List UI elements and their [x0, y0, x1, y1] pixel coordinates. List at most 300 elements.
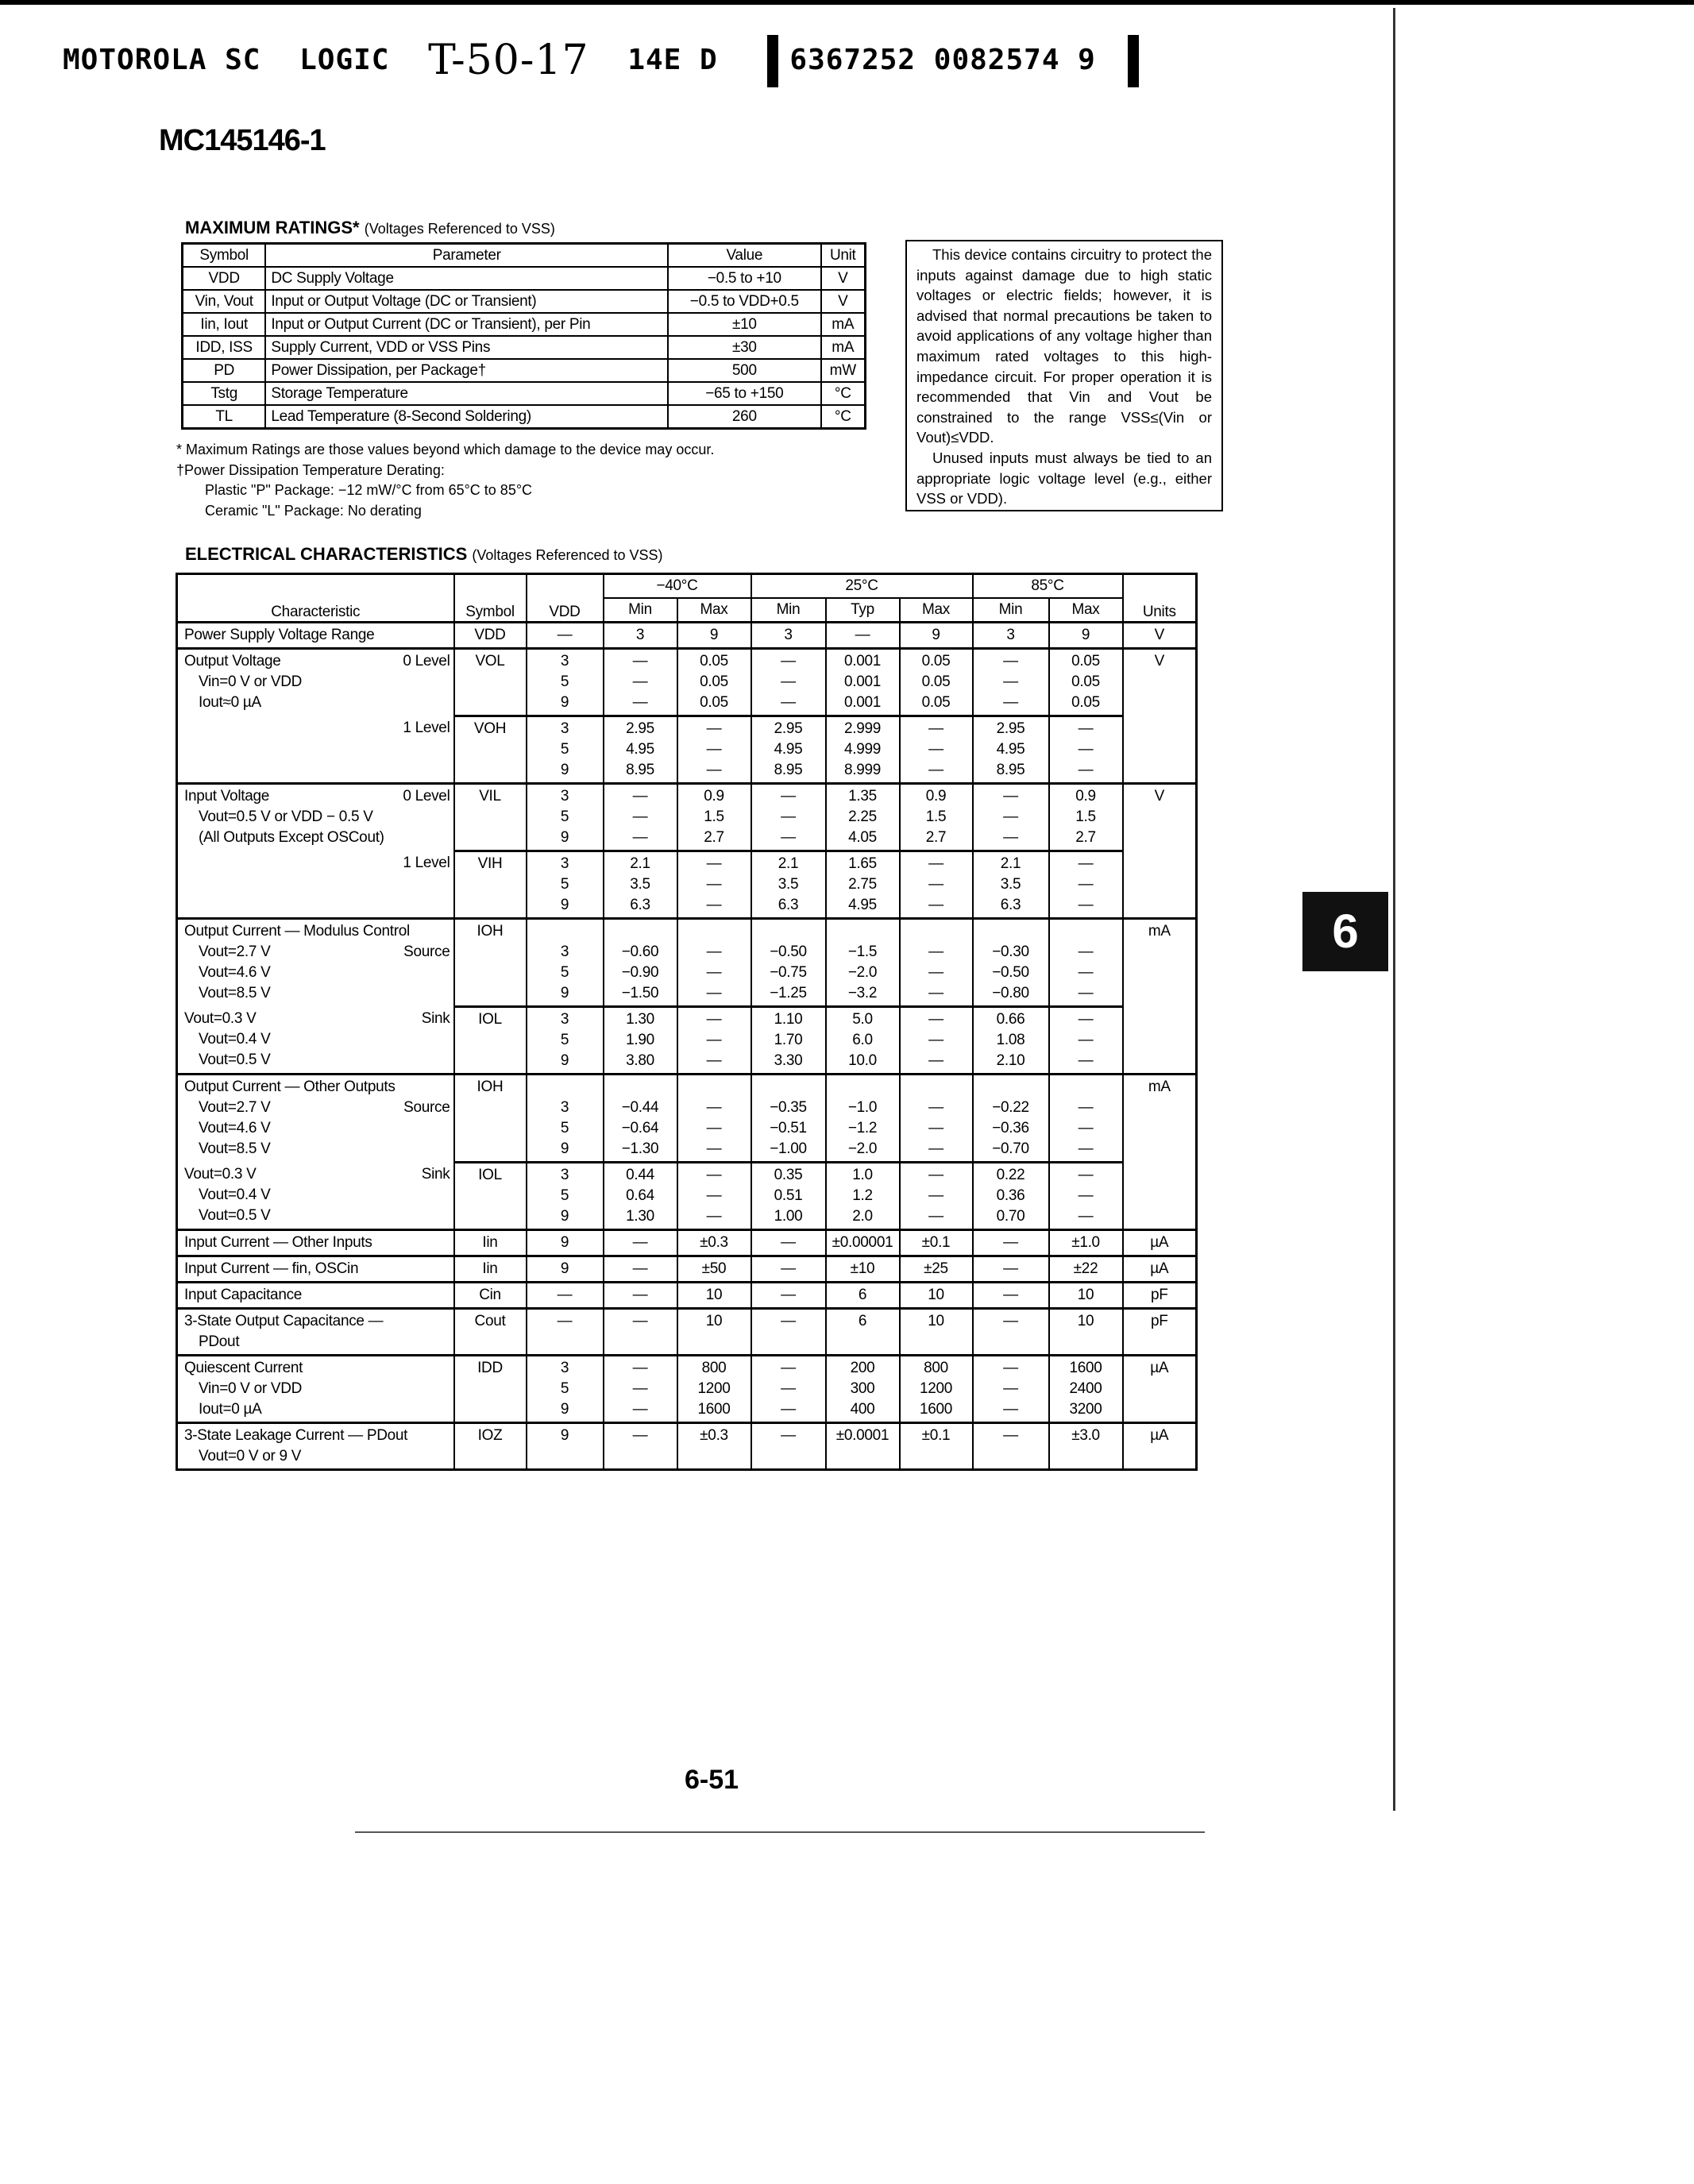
characteristic-text: Vout=0.3 V: [184, 1009, 257, 1027]
value-line: —: [781, 1287, 796, 1303]
barcode-bar-right: [1128, 35, 1139, 87]
units-cell: V: [1123, 649, 1197, 716]
characteristic-line: [184, 1399, 450, 1420]
value-line: —: [706, 876, 722, 893]
table-row: [177, 1230, 1197, 1256]
characteristic-text: Output Current — Other Outputs: [184, 1078, 396, 1095]
value-line: −0.44: [621, 1099, 659, 1116]
section-tab: 6: [1302, 892, 1388, 971]
max-ratings-table: [181, 242, 866, 430]
max-minus40-cell: [677, 1309, 751, 1356]
value-line: —: [928, 1032, 943, 1048]
header-symbol: Symbol: [454, 574, 527, 623]
characteristic-line: [184, 693, 450, 713]
value-line: −1.50: [621, 985, 659, 1001]
value-line: —: [928, 897, 943, 913]
characteristic-line: [184, 853, 450, 874]
characteristic-text: (All Outputs Except OSCout): [199, 829, 384, 846]
table-row: [177, 1163, 1197, 1230]
value-line: 1.30: [626, 1011, 654, 1028]
value-line: —: [632, 1401, 648, 1418]
min-85-cell: [973, 919, 1049, 1007]
max-minus40-cell: [677, 716, 751, 784]
value-line: 4.95: [626, 741, 654, 758]
value-line: 9: [560, 897, 569, 913]
max-25-cell: [900, 1423, 973, 1470]
characteristic-text: Vin=0 V or VDD: [199, 1380, 303, 1397]
unit-cell: mA: [821, 313, 866, 336]
parameter-cell: Input or Output Current (DC or Transient), per Pin: [265, 313, 668, 336]
value-line: 10: [928, 1287, 944, 1303]
max-minus40-cell: [677, 623, 751, 649]
units-cell: V: [1123, 623, 1197, 649]
min-minus40-cell: [604, 1356, 677, 1423]
value-line: 0.001: [843, 694, 882, 711]
table-row: [183, 382, 866, 405]
value-line: 9: [709, 627, 719, 643]
characteristic-text: Vout=2.7 V: [199, 1099, 271, 1116]
value-line: 2400: [1069, 1380, 1102, 1397]
characteristic-text: Input Capacitance: [184, 1287, 303, 1303]
value-line: 0.001: [843, 673, 882, 690]
typ-25-cell: [826, 1230, 900, 1256]
value-line: 1600: [697, 1401, 731, 1418]
value-line: —: [928, 1187, 943, 1204]
min-85-cell: [973, 1256, 1049, 1283]
value-line: ±0.00001: [832, 1234, 893, 1251]
characteristic-line: [184, 651, 450, 672]
characteristic-line: [184, 1285, 450, 1306]
typ-25-cell: [826, 716, 900, 784]
table-row: [177, 1309, 1197, 1356]
value-line: ±22: [1073, 1260, 1098, 1277]
symbol-cell: VDD: [454, 623, 527, 649]
value-line: —: [781, 1260, 796, 1277]
characteristic-line: [184, 1077, 450, 1098]
unit-cell: mW: [821, 359, 866, 382]
units-cell: mA: [1123, 919, 1197, 1007]
characteristic-line: [184, 1098, 450, 1118]
value-line: —: [1003, 1360, 1018, 1376]
value-line: 1.08: [996, 1032, 1025, 1048]
value-line: —: [1078, 985, 1094, 1001]
min-85-cell: [973, 1283, 1049, 1309]
value-line: 1.65: [848, 855, 877, 872]
value-line: 10: [928, 1313, 944, 1329]
value-line: —: [632, 1234, 648, 1251]
value-line: 0.05: [921, 694, 951, 711]
value-line: 6: [858, 1313, 867, 1329]
min-minus40-cell: [604, 1075, 677, 1163]
value-line: 5: [560, 876, 569, 893]
value-line: 9: [932, 627, 940, 643]
value-line: 9: [560, 1260, 569, 1277]
characteristic-cell: [177, 716, 454, 784]
value-line: 5: [560, 1120, 569, 1136]
min-85-cell: [973, 716, 1049, 784]
min-85-cell: [973, 1075, 1049, 1163]
value-line: 1.0: [852, 1167, 873, 1183]
max-25-cell: [900, 1356, 973, 1423]
characteristic-text: Iout≈0 µA: [199, 694, 261, 711]
value-line: —: [781, 1401, 796, 1418]
symbol-cell: IOH: [454, 919, 527, 1007]
value-line: [974, 921, 1048, 942]
value-line: —: [1003, 1234, 1018, 1251]
value-line: 800: [701, 1360, 727, 1376]
typ-25-cell: [826, 1075, 900, 1163]
characteristic-line: [184, 807, 450, 828]
characteristic-cell: [177, 1256, 454, 1283]
max-ratings-header: Unit: [821, 244, 866, 268]
condition-label: Sink: [421, 1009, 450, 1027]
value-line: —: [706, 1052, 722, 1069]
units-cell: [1123, 716, 1197, 784]
value-line: −1.00: [770, 1140, 807, 1157]
characteristic-line: [184, 1164, 450, 1185]
value-line: 9: [560, 762, 569, 778]
value-line: 2.95: [996, 720, 1025, 737]
value-line: —: [706, 1140, 722, 1157]
value-line: 400: [850, 1401, 875, 1418]
value-line: 1600: [1069, 1360, 1102, 1376]
vdd-cell: [527, 1283, 604, 1309]
value-line: —: [928, 1140, 943, 1157]
value-line: 0.05: [700, 673, 728, 690]
characteristic-line: [184, 1118, 450, 1139]
max-ratings-header: Parameter: [265, 244, 668, 268]
value-cell: 260: [668, 405, 820, 429]
value-line: —: [706, 762, 722, 778]
min-minus40-cell: [604, 1423, 677, 1470]
characteristic-text: Vout=0 V or 9 V: [199, 1448, 302, 1464]
value-line: 0.9: [925, 788, 947, 805]
max-ratings-title: [185, 218, 555, 238]
max-25-cell: [900, 919, 973, 1007]
value-line: —: [928, 985, 943, 1001]
page-bottom-rule: [355, 1831, 1205, 1833]
value-line: 9: [560, 829, 569, 846]
min-85-cell: [973, 623, 1049, 649]
value-line: 0.70: [996, 1208, 1025, 1225]
value-line: —: [781, 829, 796, 846]
value-line: 0.35: [774, 1167, 803, 1183]
characteristic-cell: [177, 1230, 454, 1256]
max-minus40-cell: [677, 1163, 751, 1230]
value-line: 2.0: [852, 1208, 873, 1225]
min-85-cell: [973, 1007, 1049, 1075]
value-line: —: [706, 1099, 722, 1116]
min-85-cell: [973, 1423, 1049, 1470]
value-line: —: [781, 694, 796, 711]
esd-note-box: [905, 240, 1223, 511]
value-line: 2.1: [778, 855, 799, 872]
min-85-cell: [973, 784, 1049, 851]
value-line: —: [1078, 855, 1094, 872]
electrical-title-text: ELECTRICAL CHARACTERISTICS: [185, 544, 468, 564]
symbol-cell: IOZ: [454, 1423, 527, 1470]
units-cell: µA: [1123, 1356, 1197, 1423]
value-cell: −0.5 to VDD+0.5: [668, 290, 820, 313]
value-line: 5: [560, 673, 569, 690]
min-minus40-cell: [604, 1283, 677, 1309]
min-25-cell: [751, 1230, 826, 1256]
value-line: 0.05: [700, 694, 728, 711]
value-line: ±10: [850, 1260, 875, 1277]
condition-label: Source: [403, 943, 450, 960]
min-25-cell: [751, 851, 826, 919]
max-ratings-title-text: MAXIMUM RATINGS*: [185, 218, 360, 237]
condition-label: 1 Level: [403, 719, 450, 736]
value-line: 5: [560, 964, 569, 981]
value-line: ±1.0: [1071, 1234, 1100, 1251]
value-line: 3: [560, 1099, 569, 1116]
min-minus40-cell: [604, 1007, 677, 1075]
min-85-cell: [973, 649, 1049, 716]
barcode-number: 6367252 0082574 9: [789, 44, 1096, 76]
value-line: 4.999: [843, 741, 882, 758]
value-line: [527, 921, 603, 942]
characteristic-text: Vout=2.7 V: [199, 943, 271, 960]
value-line: —: [632, 1313, 648, 1329]
max-25-cell: [900, 1230, 973, 1256]
symbol-cell: IDD, ISS: [183, 336, 266, 359]
value-line: −0.60: [621, 943, 659, 960]
value-line: 10: [705, 1313, 723, 1329]
value-line: —: [1003, 829, 1018, 846]
parameter-cell: Lead Temperature (8-Second Soldering): [265, 405, 668, 429]
value-line: 0.05: [921, 673, 951, 690]
value-line: 3: [560, 1360, 569, 1376]
value-line: —: [928, 1052, 943, 1069]
symbol-cell: IDD: [454, 1356, 527, 1423]
value-line: ±0.3: [700, 1234, 728, 1251]
vdd-cell: [527, 1309, 604, 1356]
characteristic-text: Vout=4.6 V: [199, 964, 271, 981]
characteristic-line: [184, 921, 450, 942]
symbol-cell: Vin, Vout: [183, 290, 266, 313]
max-25-cell: [900, 1075, 973, 1163]
min-25-cell: [751, 1007, 826, 1075]
max-85-cell: [1049, 1256, 1123, 1283]
symbol-cell: IOL: [454, 1007, 527, 1075]
characteristic-text: Vout=8.5 V: [199, 1140, 271, 1157]
value-line: —: [557, 627, 573, 643]
max-minus40-cell: [677, 1356, 751, 1423]
max-25-cell: [900, 1283, 973, 1309]
max-85-cell: [1049, 1075, 1123, 1163]
characteristic-text: Vout=0.5 V: [199, 1051, 271, 1068]
units-cell: pF: [1123, 1283, 1197, 1309]
vdd-cell: [527, 919, 604, 1007]
table-row: [177, 1007, 1197, 1075]
value-line: 1.90: [626, 1032, 654, 1048]
characteristic-text: Power Supply Voltage Range: [184, 627, 375, 643]
typ-25-cell: [826, 784, 900, 851]
division-name: LOGIC: [299, 44, 390, 76]
symbol-cell: VOL: [454, 649, 527, 716]
min-25-cell: [751, 716, 826, 784]
value-line: 200: [850, 1360, 875, 1376]
typ-25-cell: [826, 1256, 900, 1283]
max-minus40-cell: [677, 919, 751, 1007]
value-line: 9: [560, 1427, 569, 1444]
max-25-cell: [900, 1309, 973, 1356]
value-line: —: [706, 720, 722, 737]
header-temp-85: 85°C: [973, 574, 1123, 599]
value-line: 3: [560, 1167, 569, 1183]
value-line: 0.05: [1071, 673, 1100, 690]
value-line: 1.35: [848, 788, 877, 805]
value-line: 2.95: [774, 720, 803, 737]
value-line: —: [1078, 876, 1094, 893]
value-line: 3: [560, 788, 569, 805]
value-line: 300: [850, 1380, 875, 1397]
units-cell: [1123, 851, 1197, 919]
parameter-cell: Input or Output Voltage (DC or Transient): [265, 290, 668, 313]
value-line: −1.2: [847, 1120, 878, 1136]
characteristic-line: [184, 963, 450, 983]
table-row: [177, 784, 1197, 851]
characteristic-text: Input Current — fin, OSCin: [184, 1260, 359, 1277]
table-row: [177, 1256, 1197, 1283]
max-85-cell: [1049, 649, 1123, 716]
value-line: —: [1078, 943, 1094, 960]
value-line: —: [855, 627, 870, 643]
symbol-cell: Iin, Iout: [183, 313, 266, 336]
characteristic-line: [184, 1259, 450, 1279]
max-minus40-cell: [677, 1075, 751, 1163]
characteristic-cell: [177, 1283, 454, 1309]
unit-cell: V: [821, 267, 866, 290]
min-25-cell: [751, 1423, 826, 1470]
value-line: −1.5: [847, 943, 878, 960]
characteristic-text: Vout=0.4 V: [199, 1030, 271, 1048]
value-line: 8.95: [996, 762, 1025, 778]
value-line: 3.5: [1000, 876, 1021, 893]
value-line: 2.7: [1075, 829, 1096, 846]
electrical-subtitle: (Voltages Referenced to VSS): [472, 547, 663, 563]
characteristic-text: Vout=0.4 V: [199, 1186, 271, 1203]
header-max: Max: [900, 598, 973, 623]
max-85-cell: [1049, 1283, 1123, 1309]
max-25-cell: [900, 784, 973, 851]
units-cell: [1123, 1007, 1197, 1075]
value-line: [827, 1077, 899, 1098]
barcode-bar-left: [767, 35, 778, 87]
value-line: —: [928, 741, 943, 758]
value-line: [527, 1077, 603, 1098]
value-line: 1.2: [852, 1187, 873, 1204]
max-minus40-cell: [677, 784, 751, 851]
value-line: —: [781, 788, 796, 805]
value-line: 8.999: [843, 762, 882, 778]
value-line: —: [781, 1313, 796, 1329]
max-85-cell: [1049, 623, 1123, 649]
characteristic-line: [184, 1332, 450, 1352]
value-line: −0.50: [770, 943, 807, 960]
value-line: 2.25: [848, 808, 877, 825]
value-line: 3.5: [778, 876, 799, 893]
min-25-cell: [751, 784, 826, 851]
value-line: −0.22: [992, 1099, 1029, 1116]
characteristic-text: Vout=4.6 V: [199, 1120, 271, 1136]
characteristic-line: [184, 1446, 450, 1467]
value-line: 6.0: [852, 1032, 873, 1048]
value-line: 6.3: [1000, 897, 1021, 913]
header-min: Min: [751, 598, 826, 623]
value-line: 1.5: [925, 808, 947, 825]
value-line: 5: [560, 1032, 569, 1048]
value-line: −0.50: [992, 964, 1029, 981]
value-line: ±0.3: [700, 1427, 728, 1444]
value-line: —: [632, 1260, 648, 1277]
value-line: −0.80: [992, 985, 1029, 1001]
value-line: —: [706, 741, 722, 758]
vdd-cell: [527, 1230, 604, 1256]
symbol-cell: PD: [183, 359, 266, 382]
value-line: ±0.0001: [835, 1427, 889, 1444]
table-row: [177, 1356, 1197, 1423]
characteristic-line: [184, 1009, 450, 1029]
value-line: 9: [560, 694, 569, 711]
symbol-cell: VOH: [454, 716, 527, 784]
characteristic-cell: [177, 1163, 454, 1230]
characteristic-cell: [177, 649, 454, 716]
value-line: —: [706, 1167, 722, 1183]
value-line: —: [1078, 1120, 1094, 1136]
typ-25-cell: [826, 1356, 900, 1423]
min-minus40-cell: [604, 1256, 677, 1283]
value-line: 4.05: [848, 829, 877, 846]
max-85-cell: [1049, 784, 1123, 851]
value-line: —: [928, 1120, 943, 1136]
value-line: 6.3: [630, 897, 650, 913]
vdd-cell: [527, 716, 604, 784]
electrical-title: [185, 544, 663, 565]
value-line: —: [781, 673, 796, 690]
value-line: 4.95: [848, 897, 877, 913]
value-line: —: [1078, 1052, 1094, 1069]
max-25-cell: [900, 649, 973, 716]
value-line: —: [632, 788, 648, 805]
symbol-cell: Iin: [454, 1230, 527, 1256]
value-line: —: [1078, 1167, 1094, 1183]
condition-label: 1 Level: [403, 854, 450, 871]
value-line: —: [781, 1427, 796, 1444]
characteristic-cell: [177, 851, 454, 919]
value-line: —: [632, 1287, 648, 1303]
scan-edge-line: [0, 0, 1694, 5]
value-line: —: [1003, 653, 1018, 669]
table-row: [177, 716, 1197, 784]
value-line: 5: [560, 741, 569, 758]
part-number: MC145146-1: [159, 124, 326, 157]
value-line: −2.0: [847, 1140, 878, 1157]
value-line: —: [1003, 1260, 1018, 1277]
characteristic-text: Input Voltage: [184, 788, 270, 805]
value-line: 5: [560, 808, 569, 825]
value-line: 1.5: [1075, 808, 1096, 825]
value-line: 3.5: [630, 876, 650, 893]
value-line: —: [1003, 694, 1018, 711]
characteristic-line: [184, 942, 450, 963]
value-line: 10.0: [848, 1052, 877, 1069]
min-25-cell: [751, 919, 826, 1007]
value-line: —: [928, 964, 943, 981]
value-line: —: [1078, 897, 1094, 913]
value-line: —: [632, 673, 648, 690]
